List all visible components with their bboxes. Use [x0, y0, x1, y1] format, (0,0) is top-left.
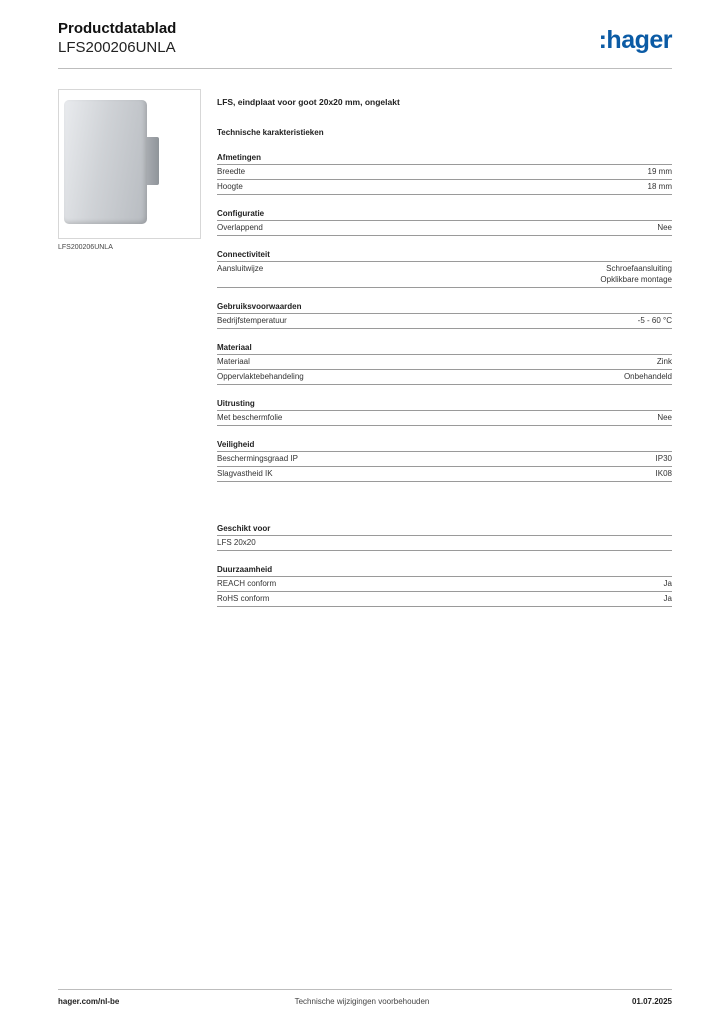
section-title: Veiligheid [217, 439, 672, 452]
spec-row [217, 577, 672, 592]
footer-url: hager.com/nl-be [58, 997, 120, 1006]
spec-label: Slagvastheid IK [217, 469, 273, 478]
spec-section-connectiviteit [217, 249, 672, 288]
spec-value [656, 468, 672, 479]
spec-value [648, 166, 672, 177]
document-header [58, 20, 176, 57]
section-gap [217, 482, 672, 510]
spec-value [664, 593, 672, 604]
spec-value [664, 578, 672, 589]
spec-section-configuratie [217, 208, 672, 236]
spec-row [217, 592, 672, 607]
product-code: LFS200206UNLA [58, 39, 176, 56]
spec-value-line: 19 mm [647, 167, 672, 176]
section-title: Gebruiksvoorwaarden [217, 301, 672, 314]
spec-section-geschikt-voor [217, 523, 672, 551]
spec-value-line: Zink [656, 357, 672, 366]
spec-value-line: IP30 [655, 454, 672, 463]
spec-value-line: Ja [663, 594, 672, 603]
spec-label: Overlappend [217, 223, 263, 232]
spec-value-line: -5 - 60 °C [637, 316, 672, 325]
image-caption: LFS200206UNLA [58, 244, 113, 251]
spec-label: REACH conform [217, 579, 277, 588]
section-title: Materiaal [217, 342, 672, 355]
spec-section-afmetingen [217, 152, 672, 195]
spec-content [217, 96, 672, 607]
page-title: Productdatablad [58, 20, 177, 37]
tech-characteristics-heading: Technische karakteristieken [217, 128, 324, 137]
spec-row [217, 467, 672, 482]
section-title: Geschikt voor [217, 523, 672, 536]
spec-value [600, 263, 672, 285]
spec-row [217, 165, 672, 180]
spec-value [657, 222, 672, 233]
spec-value [648, 181, 672, 192]
spec-label: LFS 20x20 [217, 538, 256, 547]
spec-row [217, 411, 672, 426]
spec-row [217, 355, 672, 370]
header-divider [58, 68, 672, 69]
spec-label: Hoogte [217, 182, 243, 191]
extra-spec-sections [217, 523, 672, 607]
spec-row [217, 314, 672, 329]
spec-value-line: Opklikbare montage [600, 275, 672, 284]
spec-value-line: Schroefaansluiting [606, 264, 672, 273]
section-title: Duurzaamheid [217, 564, 672, 577]
section-title: Connectiviteit [217, 249, 672, 262]
spec-row [217, 180, 672, 195]
spec-section-veiligheid [217, 439, 672, 482]
spec-label: Beschermingsgraad IP [217, 454, 298, 463]
spec-sections [217, 152, 672, 482]
footer-date: 01.07.2025 [631, 997, 672, 1006]
spec-row [217, 370, 672, 385]
spec-value [657, 356, 672, 367]
spec-value-line: Nee [657, 413, 672, 422]
spec-value-line: Onbehandeld [623, 372, 672, 381]
product-image [58, 89, 201, 239]
spec-value-line: 18 mm [647, 182, 672, 191]
section-title: Configuratie [217, 208, 672, 221]
spec-label: Met beschermfolie [217, 413, 283, 422]
spec-value-line: Ja [663, 579, 672, 588]
spec-value [624, 371, 672, 382]
spec-label: Bedrijfstemperatuur [217, 316, 287, 325]
end-plate-face [64, 100, 147, 224]
section-title: Uitrusting [217, 398, 672, 411]
spec-label: Oppervlaktebehandeling [217, 372, 304, 381]
spec-row [217, 262, 672, 288]
hager-logo: :hager [598, 26, 672, 54]
spec-row [217, 536, 672, 551]
spec-value-line: IK08 [655, 469, 672, 478]
spec-section-uitrusting [217, 398, 672, 426]
footer-divider [58, 989, 672, 990]
spec-row [217, 452, 672, 467]
product-description: LFS, eindplaat voor goot 20x20 mm, ongelakt [217, 97, 400, 107]
spec-row [217, 221, 672, 236]
spec-value-line: Nee [657, 223, 672, 232]
spec-label: RoHS conform [217, 594, 270, 603]
spec-section-duurzaamheid [217, 564, 672, 607]
spec-label: Materiaal [217, 357, 250, 366]
spec-section-materiaal [217, 342, 672, 385]
spec-value [656, 453, 672, 464]
spec-value [657, 412, 672, 423]
end-plate-tab [147, 137, 159, 185]
spec-value [638, 315, 672, 326]
section-title: Afmetingen [217, 152, 672, 165]
spec-label: Aansluitwijze [217, 264, 264, 273]
spec-section-gebruiksvoorwaarden [217, 301, 672, 329]
spec-label: Breedte [217, 167, 246, 176]
footer-note: Technische wijzigingen voorbehouden [294, 997, 430, 1006]
